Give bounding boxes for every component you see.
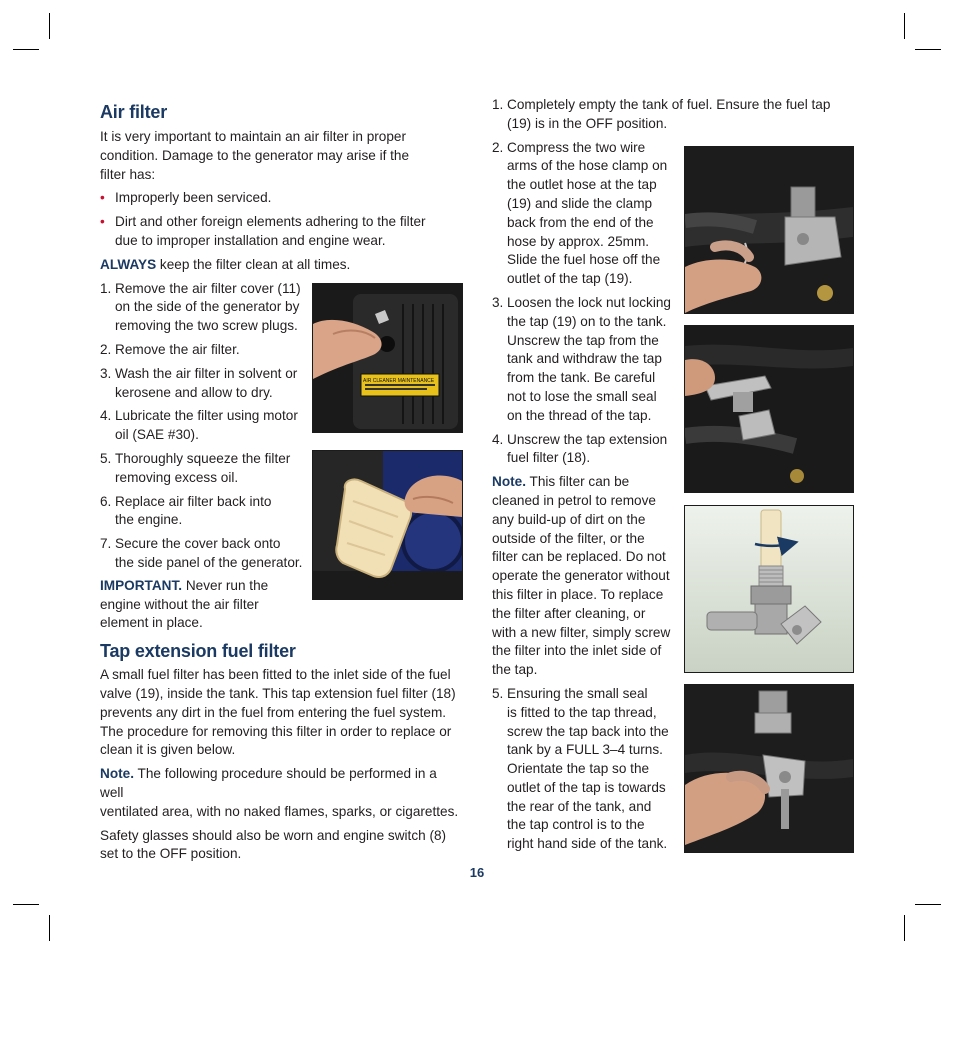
filter-clean-note: Note. This filter can be cleaned in petrol to remove any build-up of dirt on the outside of the filter, or the filter can be replaced. Do not operate the generator without this filter in place. To replace the filter after cleaning, or with a new filter, simply screw the filter into the inlet side of the tap.: [492, 474, 671, 678]
list-item: • Dirt and other foreign elements adhering to the filter due to improper installation and engine wear.: [100, 214, 426, 248]
tap-step: 2. Compress the two wire arms of the hose clamp on the outlet hose at the tap (19) and slide the clamp back from the end of the hose by approx. 25mm. Slide the fuel hose off the outlet of the tap (19).: [492, 139, 668, 287]
tap-step: 1. Completely empty the tank of fuel. Ensure the fuel tap (19) is in the OFF position.: [492, 97, 831, 131]
tap-filter-photo: [684, 505, 854, 673]
air-step: 1. Remove the air filter cover (11) on the side of the generator by removing the two screw plugs.: [100, 280, 301, 334]
bullet-icon: •: [100, 190, 105, 206]
air-step: 4. Lubricate the filter using motor oil (SAE #30).: [100, 408, 298, 443]
crop-mark: [915, 904, 941, 905]
tap-step: 3. Loosen the lock nut locking the tap (19) on to the tank. Unscrew the tap from the tank and withdraw the tap from the tank. Be careful not to lose the small seal on the thread of the tap.: [492, 294, 671, 423]
air-filter-heading: Air filter: [100, 102, 168, 122]
air-filter-cover-photo: [312, 283, 463, 433]
safety-note: Safety glasses should also be worn and engine switch (8) set to the OFF position.: [100, 827, 447, 862]
air-step: 3. Wash the air filter in solvent or kerosene and allow to dry.: [100, 365, 298, 400]
air-step: 2. Remove the air filter.: [100, 341, 240, 357]
crop-mark: [13, 904, 39, 905]
bullet-icon: •: [100, 214, 105, 230]
sticker-text: AIR CLEANER MAINTENANCE: [363, 378, 435, 384]
tap-filter-note: Note. The following procedure should be performed in a well ventilated area, with no naked flames, sparks, or cigarettes.: [100, 766, 459, 819]
air-step: 7. Secure the cover back onto the side panel of the generator.: [100, 536, 303, 570]
important-note: IMPORTANT. Never run the engine without the air filter element in place.: [100, 577, 269, 631]
tap-filter-intro: A small fuel filter has been fitted to the inlet side of the fuel valve (19), inside the tank. This tap extension fuel filter (18) prevents any dirt in the fuel from entering the fuel system. The procedure for removing this filter in order to replace or clean it is given below.: [100, 667, 456, 758]
list-item: • Improperly been serviced.: [100, 189, 460, 208]
crop-mark: [49, 915, 50, 941]
crop-mark: [13, 49, 39, 50]
crop-mark: [49, 13, 50, 39]
crop-mark: [904, 13, 905, 39]
crop-mark: [915, 49, 941, 50]
air-filter-element-photo: [312, 450, 463, 600]
crop-mark: [904, 915, 905, 941]
air-step: 6. Replace air filter back into the engine.: [100, 493, 272, 528]
lock-nut-photo: [684, 325, 854, 493]
tap-step: 5. Ensuring the small seal is fitted to the tap thread, screw the tap back into the tank by a FULL 3–4 turns. Orientate the tap so the outlet of the tap is towards the rear of the tank, and the tap control is to the right hand side of the tank.: [492, 685, 669, 852]
always-note: ALWAYS keep the filter clean at all times.: [100, 256, 351, 272]
tap-refit-photo: [684, 684, 854, 853]
page-number: 16: [469, 865, 485, 880]
tap-filter-heading: Tap extension fuel filter: [100, 641, 296, 662]
hose-clamp-photo: [684, 146, 854, 314]
air-filter-intro: It is very important to maintain an air filter in proper condition. Damage to the generator may arise if the filter has:: [100, 129, 410, 182]
air-step: 5. Thoroughly squeeze the filter removing excess oil.: [100, 450, 291, 485]
tap-step: 4. Unscrew the tap extension fuel filter (18).: [492, 431, 668, 466]
